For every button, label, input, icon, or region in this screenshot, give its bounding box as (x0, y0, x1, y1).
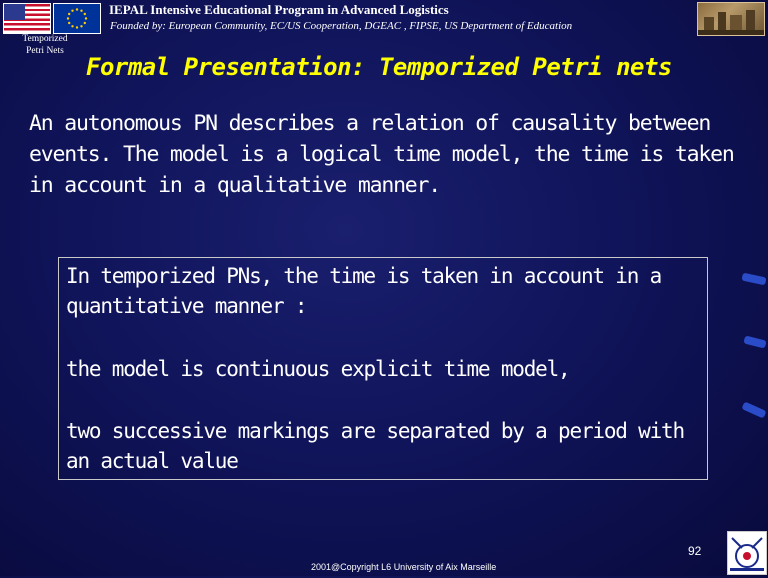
intro-paragraph (29, 108, 765, 201)
box-line-2: the model is continuous explicit time model, (66, 357, 570, 381)
decoration-stroke (741, 273, 766, 286)
slide-title: Formal Presentation: Temporized Petri nets (86, 53, 672, 81)
decoration-stroke (741, 401, 766, 418)
header-logo-art (698, 3, 764, 35)
page-number: 92 (688, 544, 702, 558)
us-flag-canton (4, 4, 25, 20)
box-paragraph-2 (66, 354, 706, 384)
petri-net-logo-icon (727, 531, 767, 575)
box-paragraph-3 (66, 416, 706, 476)
side-label-line2: Petri Nets (26, 46, 64, 56)
copyright-text: 2001@Copyright L6 University of Aix Marseille (311, 562, 497, 572)
eu-flag-icon (53, 3, 101, 34)
decoration-stroke (743, 335, 766, 348)
petri-net-logo-art (728, 532, 766, 574)
eu-stars (54, 4, 100, 33)
box-line-1: In temporized PNs, the time is taken in account in a quantitative manner : (66, 264, 662, 318)
side-label-line1: Temporized (22, 34, 68, 44)
box-paragraph-1 (66, 261, 706, 321)
us-flag-icon (3, 3, 51, 34)
intro-text: An autonomous PN describes a relation of causality between events. The model is a logical time model, the time is taken in account in a qualitative manner. (29, 111, 734, 198)
side-label (18, 33, 72, 57)
box-line-3: two successive markings are separated by a period with an actual value (66, 419, 684, 473)
program-title: IEPAL Intensive Educational Program in Advanced Logistics (109, 2, 449, 17)
founded-by-text: Founded by: European Community, EC/US Cooperation, DGEAC , FIPSE, US Department of Education (110, 20, 573, 32)
header-logo-icon (697, 2, 765, 36)
